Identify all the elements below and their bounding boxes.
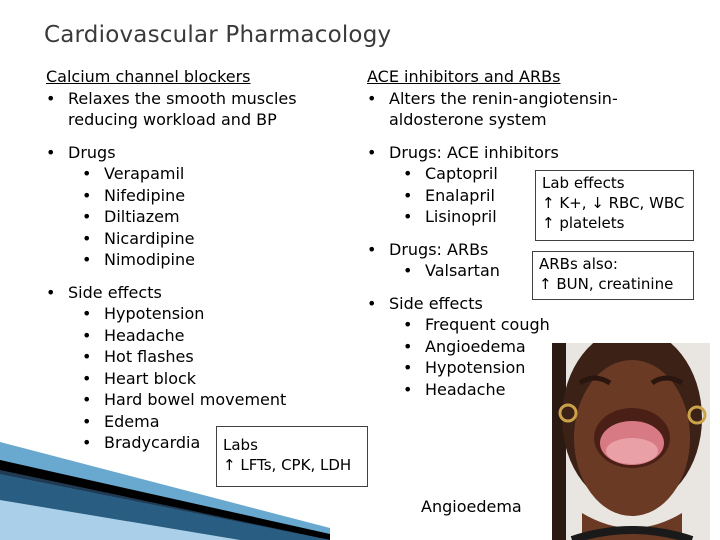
angioedema-photo xyxy=(552,343,710,540)
ccb-heading: Calcium channel blockers xyxy=(46,67,251,86)
arbs-also-box xyxy=(532,251,694,300)
ace-arb-heading: ACE inhibitors and ARBs xyxy=(367,67,561,86)
calcium-channel-blockers-column xyxy=(46,66,346,454)
ace-mechanism-bullet: • Alters the renin-angiotensin- aldosterone system xyxy=(367,88,697,131)
labs-line: ↑ LFTs, CPK, LDH xyxy=(223,456,352,474)
labs-title: Labs xyxy=(223,436,258,454)
arb-drug-item: • Valsartan xyxy=(367,260,697,282)
slide-title: Cardiovascular Pharmacology xyxy=(44,22,392,48)
photo-caption: Angioedema xyxy=(421,497,522,516)
lab-effects-box xyxy=(535,170,694,241)
labs-box xyxy=(216,426,368,487)
arbs-also-title: ARBs also: xyxy=(539,255,618,273)
ccb-side-effect-item: • Hypotension xyxy=(46,303,346,325)
lab-effects-title: Lab effects xyxy=(542,174,625,192)
ccb-drug-item: • Diltiazem xyxy=(46,206,346,228)
ace-drug-item: • Captopril xyxy=(367,163,697,185)
ccb-drugs-label: • Drugs xyxy=(46,142,346,164)
ccb-mechanism-bullet: • Relaxes the smooth muscles reducing workload and BP xyxy=(46,88,346,131)
ccb-drug-item: • Nimodipine xyxy=(46,249,346,271)
arbs-also-line: ↑ BUN, creatinine xyxy=(539,275,674,293)
ccb-side-effect-item: • Edema xyxy=(46,411,346,433)
ccb-side-effects-label: • Side effects xyxy=(46,282,346,304)
ace-drugs-label: • Drugs: ACE inhibitors xyxy=(367,142,697,164)
ace-drug-item: • Lisinopril xyxy=(367,206,697,228)
ccb-drug-item: • Verapamil xyxy=(46,163,346,185)
lab-effects-line: ↑ K+, ↓ RBC, WBC xyxy=(542,194,685,212)
ccb-side-effect-item: • Headache xyxy=(46,325,346,347)
arb-drugs-label: • Drugs: ARBs xyxy=(367,239,697,261)
ace-side-effect-item: • Angioedema xyxy=(367,336,697,358)
ccb-drug-item: • Nicardipine xyxy=(46,228,346,250)
ace-side-effect-item: • Frequent cough xyxy=(367,314,697,336)
ccb-side-effect-item: • Hard bowel movement xyxy=(46,389,346,411)
ccb-side-effect-item: • Bradycardia xyxy=(46,432,346,454)
ace-side-effects-label: • Side effects xyxy=(367,293,697,315)
ccb-side-effect-item: • Hot flashes xyxy=(46,346,346,368)
ace-drug-item: • Enalapril xyxy=(367,185,697,207)
lab-effects-line: ↑ platelets xyxy=(542,214,625,232)
ccb-drug-item: • Nifedipine xyxy=(46,185,346,207)
ace-side-effect-item: • Headache xyxy=(367,379,697,401)
ace-side-effect-item: • Hypotension xyxy=(367,357,697,379)
ccb-side-effect-item: • Heart block xyxy=(46,368,346,390)
